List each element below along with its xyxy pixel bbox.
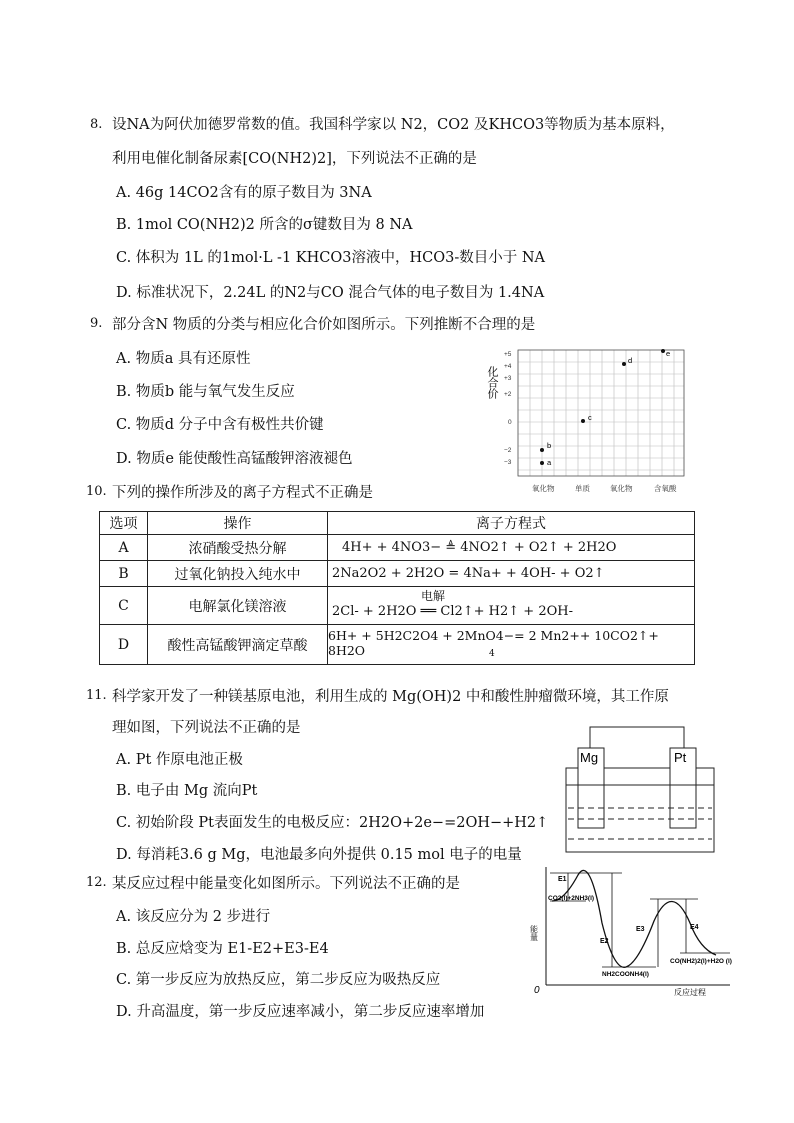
process-xlabel: 反应过程	[674, 988, 706, 997]
chart-ylabel: 化合价	[486, 366, 498, 399]
table-row	[100, 625, 695, 665]
row-operation: 浓硝酸受热分解	[148, 535, 328, 561]
row-equation-cell	[328, 625, 695, 665]
q11-number: 11.	[86, 688, 107, 703]
q12-option-b: B. 总反应焓变为 E1-E2+E3-E4	[116, 941, 329, 957]
q9-option-c: C. 物质d 分子中含有极性共价键	[116, 417, 324, 433]
row-operation: 电解氯化镁溶液	[148, 587, 328, 625]
point-e	[661, 349, 665, 353]
point-d	[622, 362, 626, 366]
q11-option-b: B. 电子由 Mg 流向Pt	[116, 783, 258, 799]
q10-stem: 下列的操作所涉及的离子方程式不正确是	[112, 485, 373, 501]
header-equation: 离子方程式	[328, 512, 695, 535]
q9-number: 9.	[90, 316, 103, 331]
q8-option-a: A. 46g 14CO2含有的原子数目为 3NA	[116, 185, 372, 201]
electrolysis-condition: 电解	[421, 589, 446, 603]
q10-number: 10.	[86, 484, 107, 499]
q12-option-d: D. 升高温度，第一步反应速率减小，第二步反应速率增加	[116, 1004, 485, 1020]
point-label: e	[666, 349, 671, 358]
row-equation-cell	[328, 587, 695, 625]
row-equation: 2Na2O2 + 2H2O = 4Na+ + 4OH- + O2↑	[328, 561, 695, 587]
q11-option-d: D. 每消耗3.6 g Mg，电池最多向外提供 0.15 mol 电子的电量	[116, 847, 522, 863]
q12-option-a: A. 该反应分为 2 步进行	[116, 909, 271, 925]
q8-option-b: B. 1mol CO(NH2)2 所含的σ键数目为 8 NA	[116, 217, 413, 233]
e3-label: E3	[636, 926, 645, 933]
header-option: 选项	[100, 512, 148, 535]
xcat: 氧化物	[610, 484, 633, 493]
point-c	[581, 419, 585, 423]
product-label: CO(NH2)2(l)+H2O (l)	[670, 958, 732, 965]
q9-option-d: D. 物质e 能使酸性高锰酸钾溶液褪色	[116, 451, 353, 467]
origin-label: 0	[534, 985, 540, 996]
row-option: B	[100, 561, 148, 587]
q12-option-c: C. 第一步反应为放热反应，第二步反应为吸热反应	[116, 972, 441, 988]
row-equation: 2Cl- + 2H2O ══ Cl2↑+ H2↑ + 2OH-	[332, 604, 573, 619]
point-label: d	[628, 356, 633, 365]
mg-electrode-label: Mg	[580, 750, 599, 765]
e4-label: E4	[690, 924, 699, 931]
q11-stem-line1: 科学家开发了一种镁基原电池，利用生成的 Mg(OH)2 中和酸性肿瘤微环境，其工作原	[112, 689, 669, 705]
q11-stem-line2: 理如图，下列说法不正确的是	[112, 720, 301, 736]
header-operation: 操作	[148, 512, 328, 535]
e1-label: E1	[558, 876, 567, 883]
point-a	[540, 461, 544, 465]
table-row	[100, 587, 695, 625]
row-operation: 酸性高锰酸钾滴定草酸	[148, 625, 328, 665]
table-header-row	[100, 512, 695, 535]
ytick: +4	[504, 363, 512, 370]
xcat: 单质	[575, 484, 590, 493]
ytick: −2	[504, 447, 512, 454]
reactant-label: CO2(l)+2NH3(l)	[548, 895, 595, 902]
point-label: b	[547, 441, 552, 450]
q11-option-a: A. Pt 作原电池正极	[116, 752, 243, 768]
pt-electrode-label: Pt	[674, 750, 687, 765]
point-label: a	[547, 458, 552, 467]
row-option: C	[100, 587, 148, 625]
q8-option-c: C. 体积为 1L 的1mol·L -1 KHCO3溶液中，HCO3-数目小于 NA	[116, 250, 545, 266]
q8-option-d: D. 标准状况下，2.24L 的N2与CO 混合气体的电子数目为 1.4NA	[116, 285, 545, 301]
intermediate-label: NH2COONH4(l)	[602, 971, 649, 978]
ion-equation-table	[99, 511, 695, 665]
row-equation: 4H+ + 4NO3− ≜ 4NO2↑ + O2↑ + 2H2O	[328, 535, 695, 561]
q12-number: 12.	[86, 875, 107, 890]
q12-stem: 某反应过程中能量变化如图所示。下列说法不正确的是	[112, 876, 460, 892]
ytick: −3	[504, 459, 512, 466]
q9-option-b: B. 物质b 能与氧气发生反应	[116, 384, 295, 400]
ytick: +2	[504, 391, 512, 398]
xcat: 氧化物	[532, 484, 555, 493]
xcat: 含氧酸	[654, 484, 677, 493]
q9-option-a: A. 物质a 具有还原性	[116, 351, 251, 367]
ytick: +3	[504, 375, 512, 382]
q11-option-c: C. 初始阶段 Pt表面发生的电极反应：2H2O+2e−=2OH−+H2↑	[116, 815, 549, 831]
valence-chart	[488, 344, 698, 494]
energy-diagram	[530, 863, 740, 998]
battery-diagram	[560, 722, 718, 856]
row-option: D	[100, 625, 148, 665]
ytick: 0	[508, 419, 512, 426]
q8-stem-line2: 利用电催化制备尿素[CO(NH2)2]，下列说法不正确的是	[112, 151, 477, 167]
row-equation: 6H+ + 5H2C2O4 + 2MnO4−= 2 Mn2++ 10CO2↑+ 8H2O	[328, 628, 659, 658]
table-row	[100, 561, 695, 587]
row-operation: 过氧化钠投入纯水中	[148, 561, 328, 587]
q8-stem-line1: 设NA为阿伏加德罗常数的值。我国科学家以 N2，CO2 及KHCO3等物质为基本原料，	[112, 117, 675, 133]
q9-stem: 部分含N 物质的分类与相应化合价如图所示。下列推断不合理的是	[112, 317, 536, 333]
subscript-note: 4	[489, 649, 495, 659]
e2-label: E2	[600, 938, 609, 945]
q8-number: 8.	[90, 117, 103, 132]
table-row	[100, 535, 695, 561]
row-option: A	[100, 535, 148, 561]
energy-ylabel: 能量	[529, 925, 539, 941]
point-b	[540, 448, 544, 452]
ytick: +5	[504, 351, 512, 358]
point-label: c	[588, 413, 592, 422]
